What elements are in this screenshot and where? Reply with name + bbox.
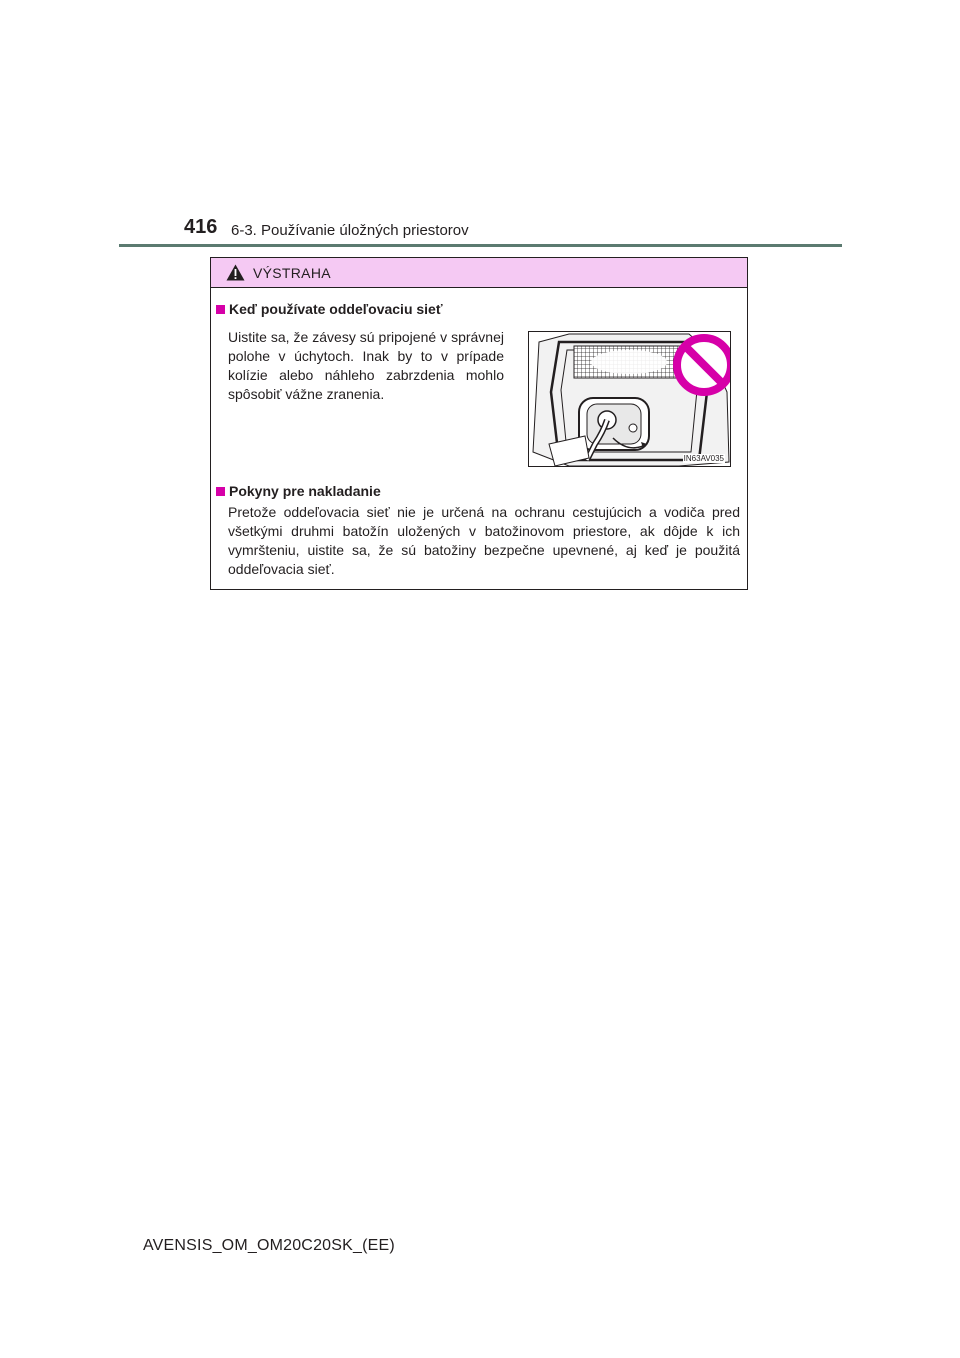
prohibited-icon [677, 338, 731, 392]
bullet-square-icon [216, 487, 225, 496]
page-number: 416 [184, 216, 218, 238]
warning-title: VÝSTRAHA [253, 265, 331, 281]
paragraph-net: Uistite sa, že závesy sú pripojené v správnej polohe v úchytoch. Inak by to v prípade kolízie alebo náhleho zabrzdenia mohlo spôsobiť vážne zranenia. [228, 329, 504, 402]
section-title: 6-3. Používanie úložných priestorov [231, 222, 469, 239]
cargo-net-illustration [528, 331, 731, 467]
header-rule [119, 244, 842, 247]
sub-heading-loading: Pokyny pre nakladanie [229, 483, 381, 499]
warning-triangle-icon [226, 264, 245, 281]
cargo-area-drawing [529, 332, 731, 467]
sub-heading-net: Keď používate oddeľovaciu sieť [229, 301, 443, 317]
footer-doc-id: AVENSIS_OM_OM20C20SK_(EE) [143, 1237, 395, 1254]
figure-code: IN63AV035 [683, 454, 724, 463]
warning-header [211, 258, 747, 288]
bullet-square-icon [216, 305, 225, 314]
paragraph-loading: Pretože oddeľovacia sieť nie je určená na ochranu cestujúcich a vodiča pred všetkými druhmi batožín uložených v batožinovom priestore, ak dôjde k ich vymršteniu, uistite sa, že sú batožiny bezpečne upevnené, aj keď je použitá oddeľovacia sieť. [228, 504, 740, 577]
warning-box [210, 257, 748, 590]
